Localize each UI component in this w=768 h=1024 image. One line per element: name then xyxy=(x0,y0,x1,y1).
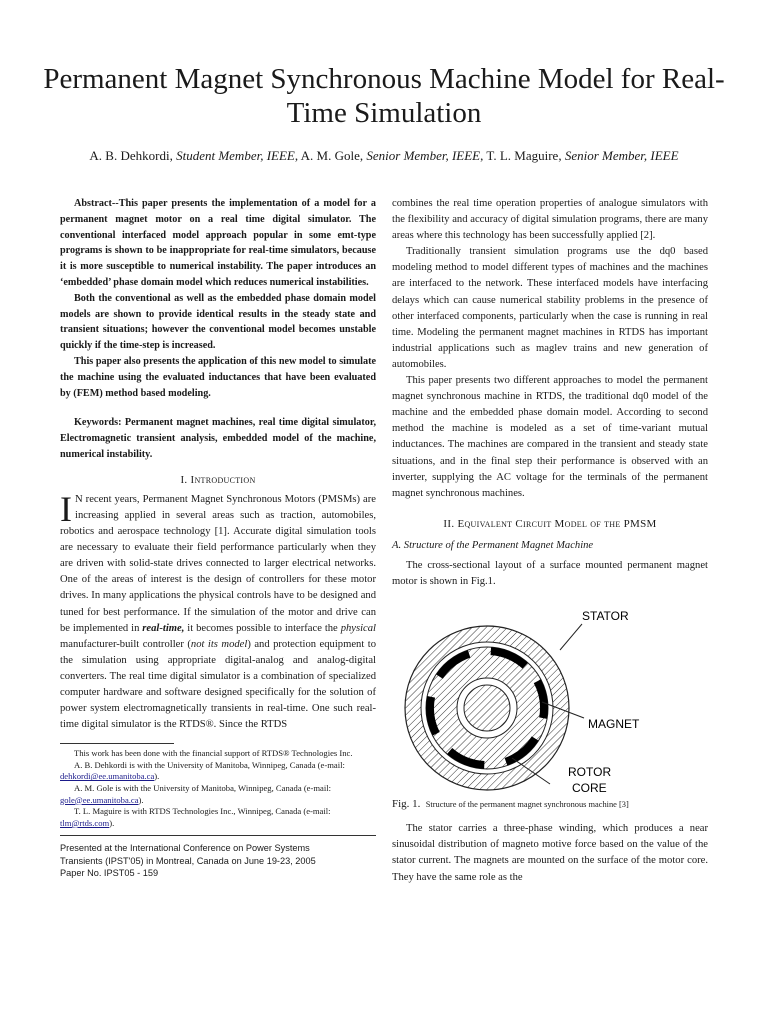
footnote-text: ). xyxy=(154,771,160,782)
figure-caption xyxy=(392,796,708,813)
stator-leader xyxy=(560,624,582,650)
author-name: T. L. Maguire xyxy=(486,148,559,163)
intro-emphasis: real-time, xyxy=(142,622,185,634)
figure-number: Fig. 1. xyxy=(392,798,421,811)
footnote xyxy=(60,760,376,783)
author-role: Senior Member, IEEE xyxy=(366,148,481,163)
intro-text: it becomes possible to interface the xyxy=(184,622,341,634)
intro-emphasis: physical xyxy=(340,622,376,634)
footnote-text: ). xyxy=(138,794,144,805)
conference-line: Presented at the International Conference on Power Systems xyxy=(60,843,310,854)
subsection-heading: A. Structure of the Permanent Magnet Machine xyxy=(392,539,594,551)
paper-title: Permanent Magnet Synchronous Machine Model for Real- Time Simulation xyxy=(43,63,725,129)
drop-cap: I xyxy=(60,488,72,529)
section-heading-introduction xyxy=(60,472,376,488)
figure-caption-text: Structure of the permanent magnet synchronous machine [3] xyxy=(425,800,629,810)
abstract-paragraph: Both the conventional as well as the embedded phase domain model models are shown to provide identical results in the steady state and transient situations; however the conventional model becomes unstable quickly if the time-step is increased. xyxy=(60,292,376,352)
rotor-label: ROTOR xyxy=(568,765,612,780)
footnote-text: T. L. Maguire is with RTDS Technologies Inc., Winnipeg, Canada (e-mail: xyxy=(74,806,331,817)
intro-text: manufacturer-built controller ( xyxy=(60,638,191,650)
intro-text: N recent years, Permanent Magnet Synchronous Motors (PMSMs) are increasing applied in several areas such as traction, automobiles, robotics and aerospace technology [1]. Accurate digital simulation tools are necessary to evaluate their field performance particularly when they are driven with solid-state drives connected to larger electrical networks. One of the areas of interest is the design of controllers for these motor drives. In many applications the physical controls have to be designed and tuned for best performance. If the simulation of the motor and drive can be implemented in xyxy=(60,493,376,634)
intro-text: ) and protection equipment to the simulation using appropriate digital-analog and analog-digital converters. The real time digital simulator is a combination of specialized computer hardware and software designed specifically for the solution of power system electromagnetically transients in real-time. One such real-time digital simulator is the RTDS®. Since the RTDS xyxy=(60,638,376,731)
section-heading-equivalent-circuit xyxy=(392,516,708,532)
section-title: Introduction xyxy=(190,473,256,486)
abstract-paragraph: Abstract--This paper presents the implementation of a model for a permanent magnet motor on a real time digital simulator. The conventional interfaced model approach popular in some emt-type programs is shown to be inappropriate for real-time simulators, because it is more susceptible to numerical instability. The paper introduces an ‘embedded’ phase domain model which reduces numerical instabilities. xyxy=(60,198,376,288)
footnote xyxy=(60,783,376,806)
author-role: Student Member, IEEE xyxy=(176,148,295,163)
magnet-label: MAGNET xyxy=(588,717,640,732)
body-paragraph: Traditionally transient simulation programs use the dq0 based modeling method to model different types of machines and the machines are interfaced to the network. These interfaced models have interfacing delays which can cause numerical stability problems in the presence of other interfaced components, particularly when the case is running in real time. Modeling the permanent magnet machines in RTDS has important industrial applications such as maglev trains and new generation of automobiles. xyxy=(392,246,708,370)
body-paragraph: This paper presents two different approaches to model the permanent magnet synchronous machine in RTDS, the traditional dq0 model of the machine and the embedded phase domain model. According to second method the machine is modeled as a set of time-variant mutual inductances. The machines are compared in the transient and steady state situations, and in the final step their performance is observed with an inverter, supplying the AC voltage for the terminals of the permanent magnet synchronous machines. xyxy=(392,375,708,499)
shaft xyxy=(464,685,510,731)
section-number: II. xyxy=(443,517,455,530)
intro-paragraph xyxy=(60,488,376,733)
figure-pmsm-cross-section xyxy=(392,594,708,794)
conference-note xyxy=(60,835,376,880)
author-line: A. B. Dehkordi, Student Member, IEEE, A. M. Gole, Senior Member, IEEE, T. L. Maguire, Senior Member, IEEE xyxy=(89,148,679,163)
footnote-text: A. M. Gole is with the University of Manitoba, Winnipeg, Canada (e-mail: xyxy=(74,783,332,794)
stator-label: STATOR xyxy=(582,609,629,624)
conference-line: Paper No. IPST05 - 159 xyxy=(60,868,159,879)
abstract-paragraph: This paper also presents the application of this new model to simulate the machine using the evaluated inductances that have been evaluated by (FEM) method based modeling. xyxy=(60,355,376,399)
right-column xyxy=(392,196,708,886)
section-title: Equivalent Circuit Model of the PMSM xyxy=(457,517,657,530)
intro-emphasis: not its model xyxy=(190,638,248,650)
footnote-text: ). xyxy=(109,817,115,828)
email-link[interactable]: dehkordi@ee.umanitoba.ca xyxy=(60,771,155,782)
keywords-paragraph: Keywords: Permanent magnet machines, real time digital simulator, Electromagnetic transient analysis, embedded model of the machine, numerical instability. xyxy=(60,417,376,460)
conference-line: Transients (IPST'05) in Montreal, Canada on June 19-23, 2005 xyxy=(60,855,316,866)
author-name: A. M. Gole xyxy=(300,148,360,163)
body-paragraph: The stator carries a three-phase winding, which produces a near sinusoidal distribution of magneto motive force based on the value of the stator current. The magnets are mounted on the surface of the motor core. They have the same role as the xyxy=(392,823,708,883)
core-label: CORE xyxy=(572,781,607,795)
footnotes xyxy=(60,748,376,829)
left-column xyxy=(60,196,376,880)
machine-cross-section-diagram xyxy=(392,594,708,794)
email-link[interactable]: gole@ee.umanitoba.ca xyxy=(60,794,139,805)
author-name: A. B. Dehkordi xyxy=(89,148,170,163)
author-role: Senior Member, IEEE xyxy=(564,148,679,163)
footnote: This work has been done with the financial support of RTDS® Technologies Inc. xyxy=(74,748,353,759)
footnote-rule xyxy=(60,743,174,744)
footnote-text: A. B. Dehkordi is with the University of Manitoba, Winnipeg, Canada (e-mail: xyxy=(74,759,345,770)
section-number: I. xyxy=(180,473,188,486)
footnote xyxy=(60,806,376,829)
email-link[interactable]: tlm@rtds.com xyxy=(60,817,110,828)
body-paragraph: The cross-sectional layout of a surface mounted permanent magnet motor is shown in Fig.1. xyxy=(392,559,708,588)
body-paragraph: combines the real time operation properties of analogue simulators with the flexibility and accuracy of digital simulation programs, there are many areas where this technology has been successfully applied [2]. xyxy=(392,198,708,242)
